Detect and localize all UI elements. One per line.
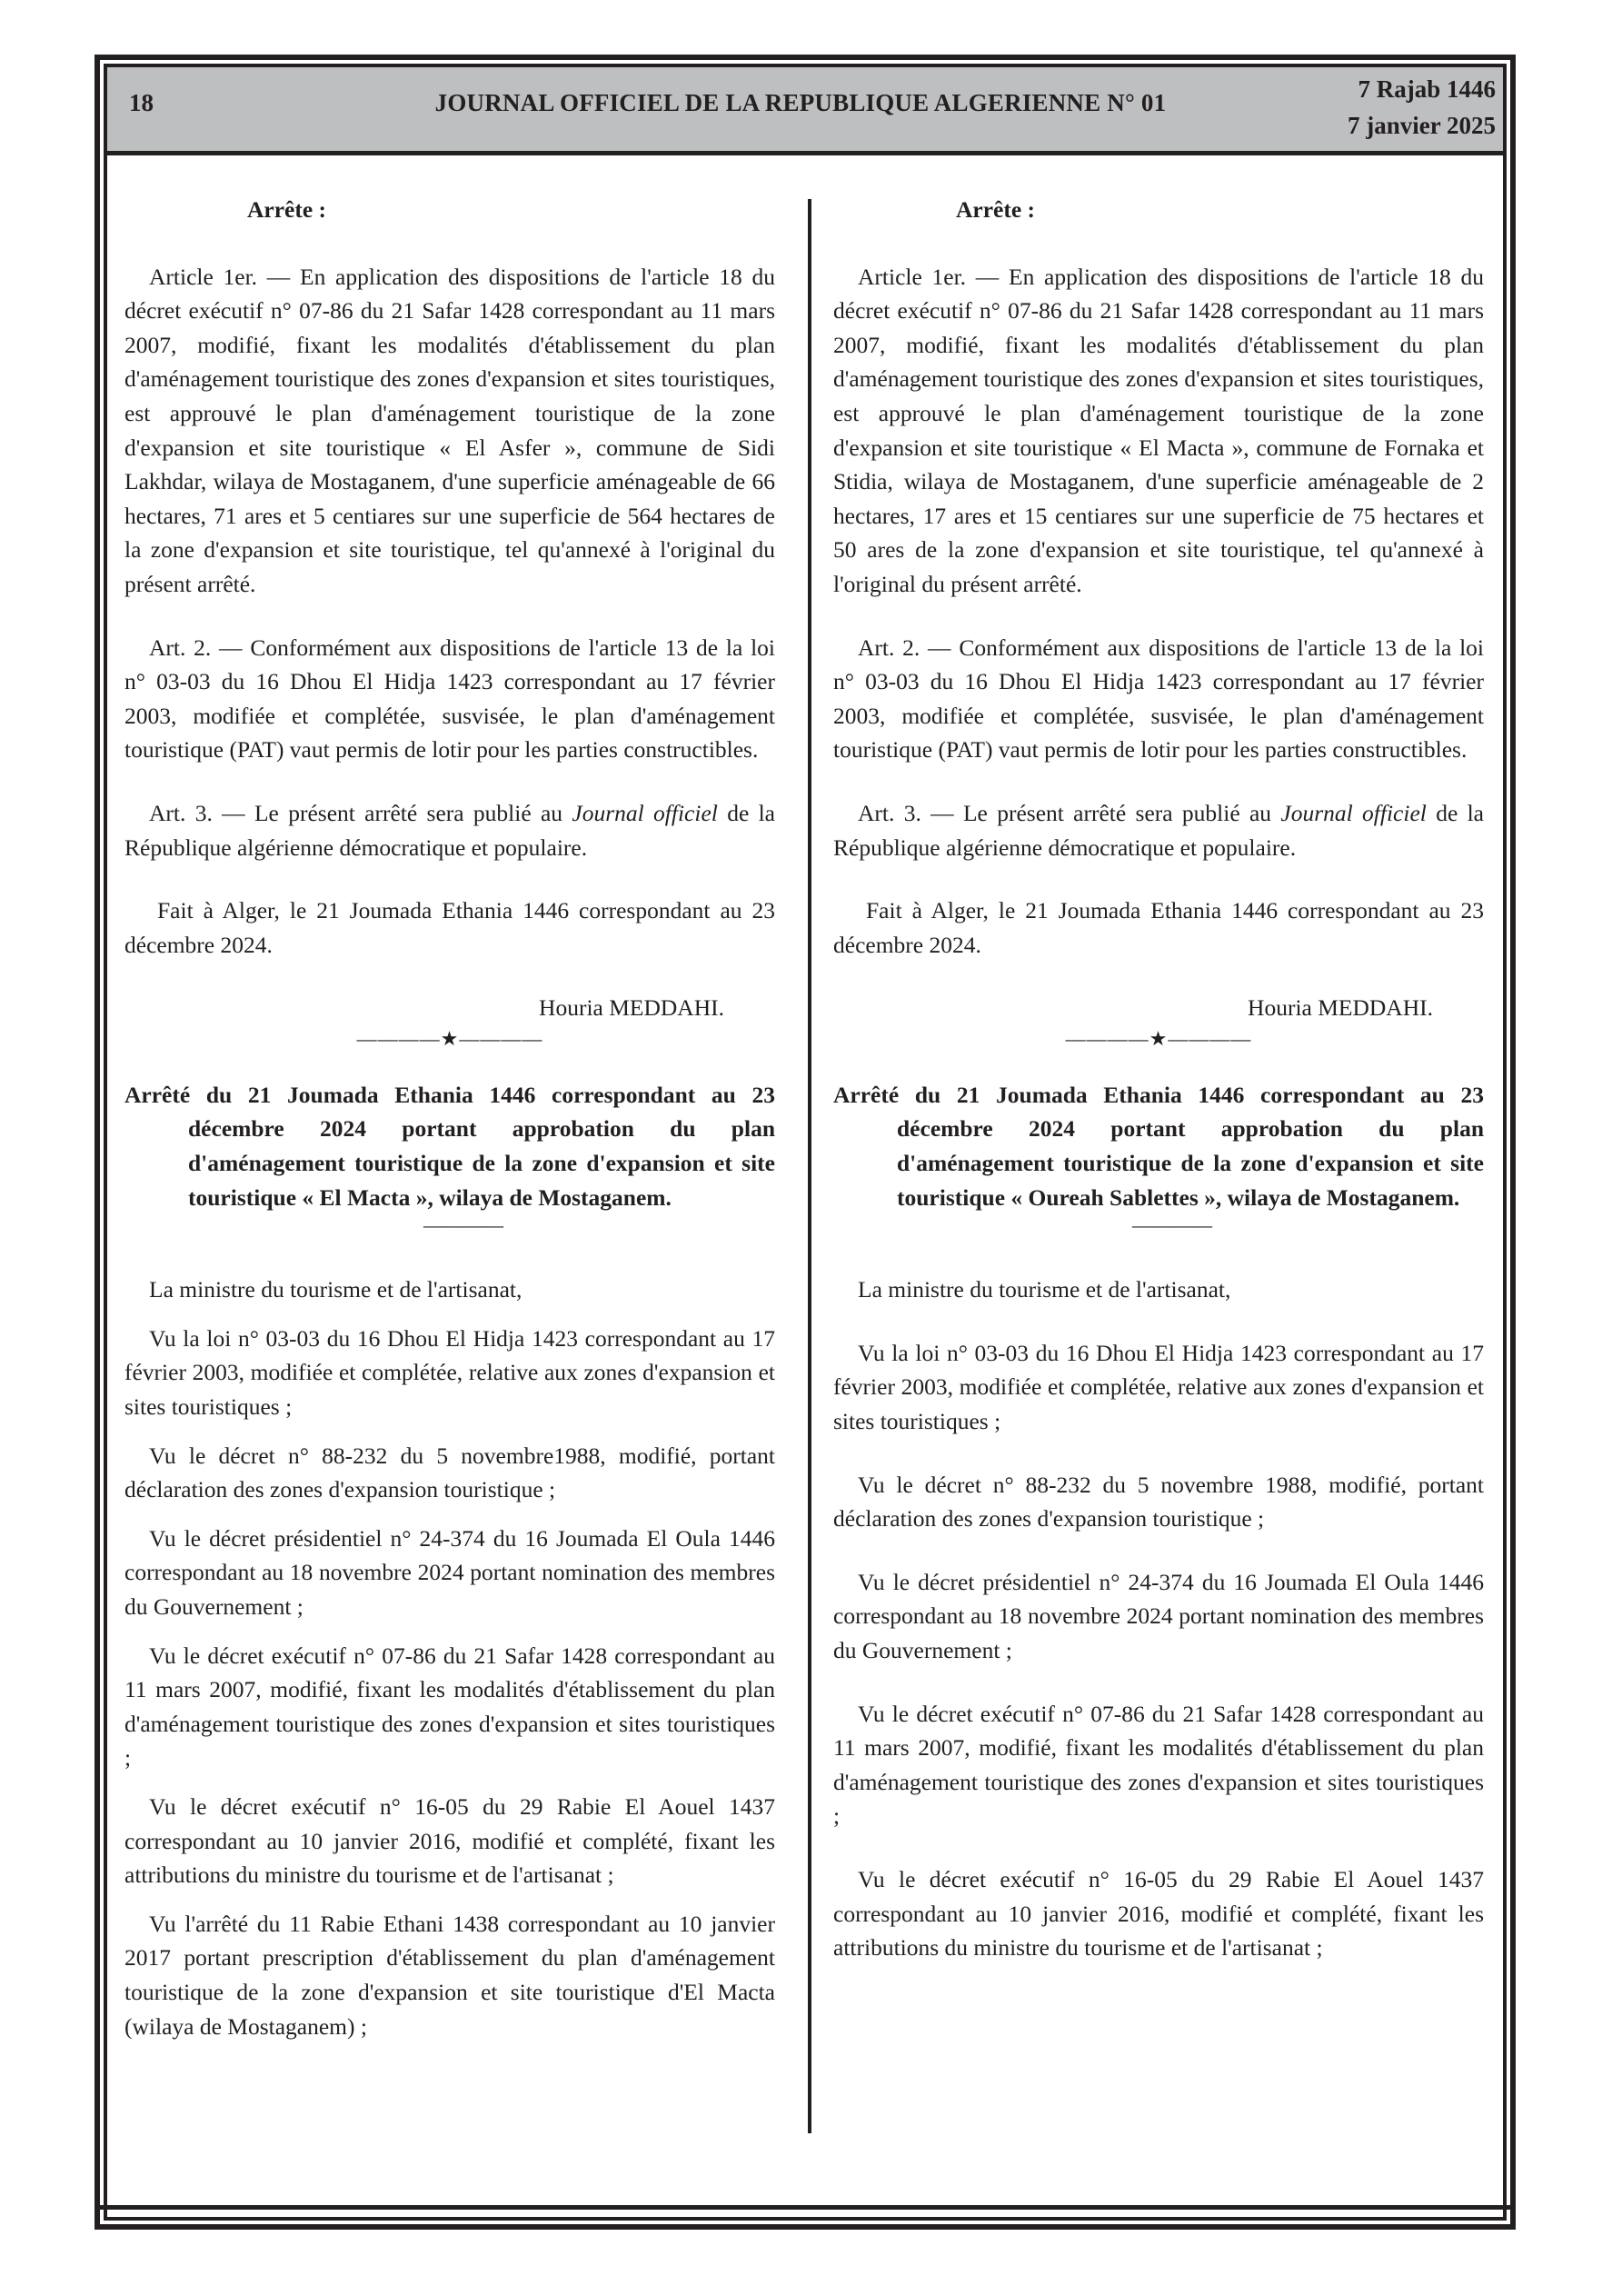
visa-item: Vu le décret présidentiel n° 24-374 du 16 Joumada El Oula 1446 correspondant au 18 novembre 2024 portant nomination des membres du Gouvernement ; (833, 1568, 1484, 1663)
short-separator: ———— (1132, 1213, 1212, 1237)
article-1: Article 1er. — En application des dispositions de l'article 18 du décret exécutif n° 07-86 du 21 Safar 1428 correspondant au 11 mars 2007, modifié, fixant les modalités d'établissement du plan d'aménagement touristique des zones d'expansion et sites touristiques, est approuvé le plan d'aménagement touristique de la zone d'expansion et site touristique « El Macta », commune de Fornaka et Stidia, wilaya de Mostaganem, d'une superficie aménageable de 2 hectares, 17 ares et 15 centiares sur une superficie de 75 hectares et 50 ares de la zone d'expansion et site touristique, tel qu'annexé à l'original du présent arrêté. (833, 263, 1484, 597)
visa-item: Vu la loi n° 03-03 du 16 Dhou El Hidja 1423 correspondant au 17 février 2003, modifiée et complétée, relative aux zones d'expansion et sites touristiques ; (124, 1324, 775, 1421)
journal-officiel-italic: Journal officiel (572, 799, 718, 826)
article-3-text: Art. 3. — Le présent arrêté sera publié au (149, 799, 572, 826)
journal-officiel-italic: Journal officiel (1280, 799, 1427, 826)
visa-item: Vu l'arrêté du 11 Rabie Ethani 1438 correspondant au 10 janvier 2017 portant prescription d'établissement du plan d'aménagement touristique de la zone d'expansion et site touristique d'El Macta (wilaya de Mostaganem) ; (124, 1910, 775, 2040)
right-column (833, 193, 1484, 1994)
arrete-heading: Arrête : (956, 196, 1036, 223)
article-3-text-end: de la République algérienne démocratique et populaire. (124, 799, 775, 861)
star-separator: ————★———— (356, 1026, 543, 1050)
issue-date (1348, 71, 1496, 144)
article-3 (833, 796, 1484, 864)
hijri-date: 7 Rajab 1446 (1358, 75, 1496, 103)
decision-title: Arrêté du 21 Joumada Ethania 1446 correspondant au 23 décembre 2024 portant approbation du plan d'aménagement touristique de la zone d'expansion et site touristique « El Macta », wilaya de Mostaganem. (124, 1081, 775, 1211)
article-3-text: Art. 3. — Le présent arrêté sera publié au (858, 799, 1281, 826)
bottom-rule (95, 2205, 1516, 2210)
visa-item: Vu le décret présidentiel n° 24-374 du 16 Joumada El Oula 1446 correspondant au 18 novembre 2024 portant nomination des membres du Gouvernement ; (124, 1524, 775, 1620)
fait-a-alger: Fait à Alger, le 21 Joumada Ethania 1446 correspondant au 23 décembre 2024. (833, 897, 1484, 958)
page-number: 18 (129, 89, 154, 116)
visa-item: Vu le décret exécutif n° 16-05 du 29 Rabie El Aouel 1437 correspondant au 10 janvier 2016, modifié et complété, fixant les attributions du ministre du tourisme et de l'artisanat ; (124, 1792, 775, 1889)
star-separator: ————★———— (1065, 1026, 1252, 1050)
journal-title: JOURNAL OFFICIEL DE LA REPUBLIQUE ALGERIENNE N° 01 (434, 89, 1167, 116)
minister-line: La ministre du tourisme et de l'artisanat, (858, 1276, 1231, 1303)
visa-item: Vu le décret n° 88-232 du 5 novembre1988, modifié, portant déclaration des zones d'expansion touristique ; (124, 1442, 775, 1503)
column-divider (808, 199, 811, 2133)
gregorian-date: 7 janvier 2025 (1348, 112, 1496, 139)
signature: Houria MEDDAHI. (539, 994, 724, 1022)
article-3-text-end: de la République algérienne démocratique et populaire. (833, 799, 1484, 861)
article-2: Art. 2. — Conformément aux dispositions de l'article 13 de la loi n° 03-03 du 16 Dhou El Hidja 1423 correspondant au 17 février 2003, modifiée et complétée, susvisée, le plan d'aménagement touristique (PAT) vaut permis de lotir pour les parties constructibles. (124, 634, 775, 764)
decision-title: Arrêté du 21 Joumada Ethania 1446 correspondant au 23 décembre 2024 portant approbation du plan d'aménagement touristique de la zone d'expansion et site touristique « Oureah Sablettes », wilaya de Mostaganem. (833, 1081, 1484, 1211)
visa-item: Vu le décret exécutif n° 07-86 du 21 Safar 1428 correspondant au 11 mars 2007, modifié, fixant les modalités d'établissement du plan d'aménagement touristique des zones d'expansion et sites touristiques ; (833, 1700, 1484, 1830)
article-3 (124, 796, 775, 864)
article-2: Art. 2. — Conformément aux dispositions de l'article 13 de la loi n° 03-03 du 16 Dhou El Hidja 1423 correspondant au 17 février 2003, modifiée et complétée, susvisée, le plan d'aménagement touristique (PAT) vaut permis de lotir pour les parties constructibles. (833, 634, 1484, 764)
visa-item: Vu le décret exécutif n° 16-05 du 29 Rabie El Aouel 1437 correspondant au 10 janvier 2016, modifié et complété, fixant les attributions du ministre du tourisme et de l'artisanat ; (833, 1865, 1484, 1962)
journal-header (107, 67, 1503, 155)
signature: Houria MEDDAHI. (1248, 994, 1433, 1022)
visa-item: Vu la loi n° 03-03 du 16 Dhou El Hidja 1423 correspondant au 17 février 2003, modifiée et complétée, relative aux zones d'expansion et sites touristiques ; (833, 1339, 1484, 1435)
visa-item: Vu le décret exécutif n° 07-86 du 21 Safar 1428 correspondant au 11 mars 2007, modifié, fixant les modalités d'établissement du plan d'aménagement touristique des zones d'expansion et sites touristiques ; (124, 1642, 775, 1772)
left-column (124, 193, 775, 2058)
fait-a-alger: Fait à Alger, le 21 Joumada Ethania 1446 correspondant au 23 décembre 2024. (124, 897, 775, 958)
arrete-heading: Arrête : (247, 196, 327, 223)
article-1: Article 1er. — En application des dispositions de l'article 18 du décret exécutif n° 07-86 du 21 Safar 1428 correspondant au 11 mars 2007, modifié, fixant les modalités d'établissement du plan d'aménagement touristique des zones d'expansion et sites touristiques, est approuvé le plan d'aménagement touristique de la zone d'expansion et site touristique « El Asfer », commune de Sidi Lakhdar, wilaya de Mostaganem, d'une superficie aménageable de 66 hectares, 71 ares et 5 centiares sur une superficie de 564 hectares de la zone d'expansion et site touristique, tel qu'annexé à l'original du présent arrêté. (124, 263, 775, 597)
visa-item: Vu le décret n° 88-232 du 5 novembre 1988, modifié, portant déclaration des zones d'expansion touristique ; (833, 1471, 1484, 1532)
short-separator: ———— (423, 1213, 503, 1237)
minister-line: La ministre du tourisme et de l'artisanat, (149, 1276, 522, 1303)
